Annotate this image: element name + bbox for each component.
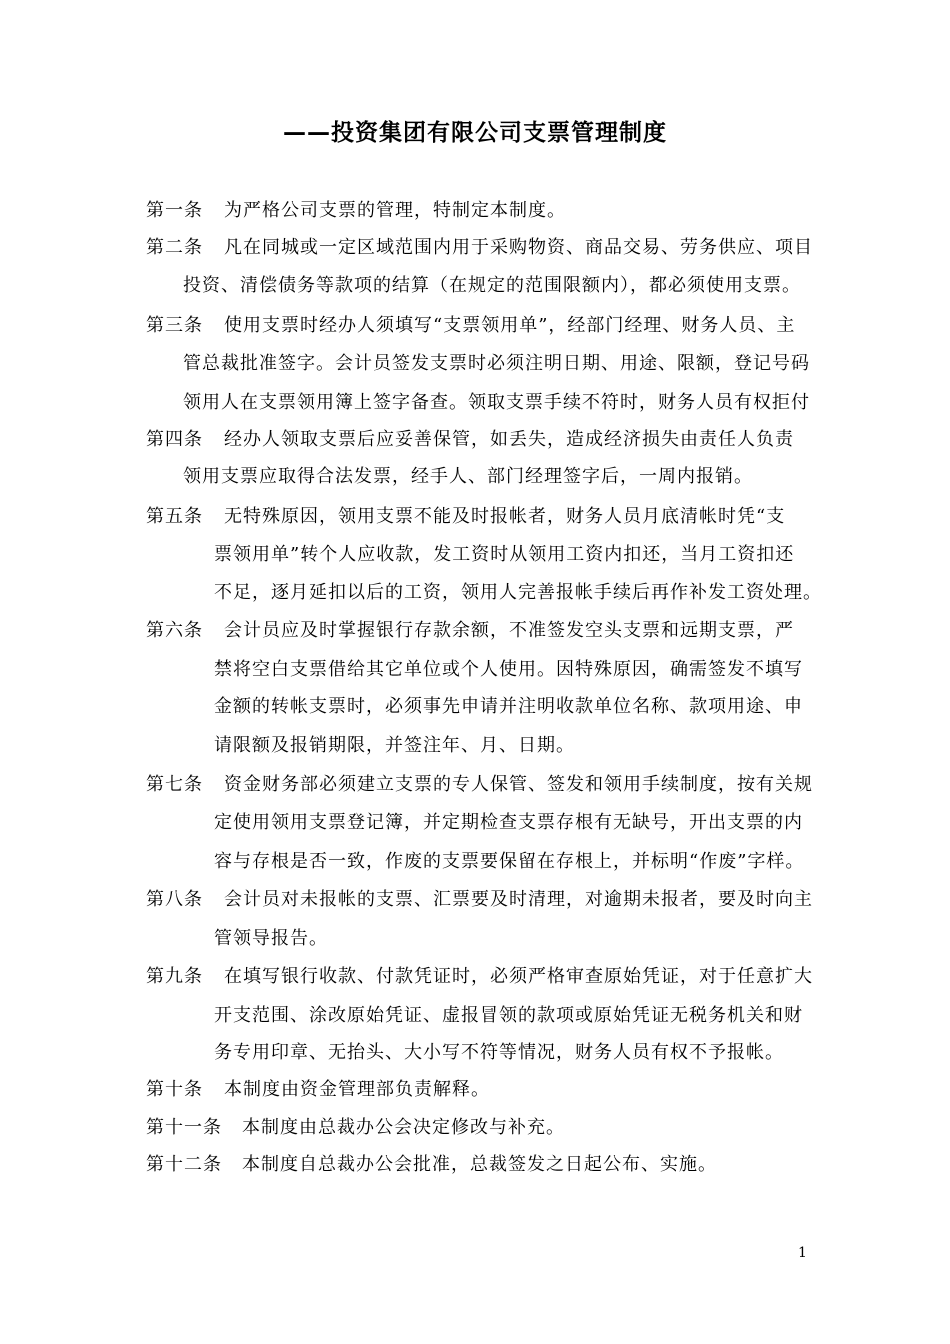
article-5-text: 无特殊原因，领用支票不能及时报帐者，财务人员月底清帐时凭“支: [224, 506, 786, 527]
article-12-label: 第十二条: [146, 1154, 222, 1175]
article-9-line-2: 开支范围、涂改原始凭证、虚报冒领的款项或原始凭证无税务机关和财: [214, 1005, 803, 1026]
article-8-label: 第八条: [146, 889, 203, 910]
article-9-label: 第九条: [146, 966, 203, 987]
article-2-line-2: 投资、清偿债务等款项的结算（在规定的范围限额内），都必须使用支票。: [183, 275, 801, 296]
article-9-line-1: [146, 962, 813, 988]
article-12-text: 本制度自总裁办公会批准，总裁签发之日起公布、实施。: [242, 1154, 717, 1175]
article-5-line-2: 票领用单”转个人应收款，发工资时从领用工资内扣还，当月工资扣还: [214, 544, 795, 565]
article-11-line-1: [146, 1113, 565, 1139]
article-10-label: 第十条: [146, 1079, 203, 1100]
article-12-line-1: [146, 1150, 717, 1176]
page-number: 1: [798, 1245, 807, 1261]
article-9-text: 在填写银行收款、付款凭证时，必须严格审查原始凭证，对于任意扩大: [224, 966, 813, 987]
article-3-text: 使用支票时经办人须填写“支票领用单”，经部门经理、财务人员、主: [224, 315, 796, 336]
article-3-line-3: 领用人在支票领用簿上签字备查。领取支票手续不符时，财务人员有权拒付: [183, 392, 810, 413]
article-6-line-2: 禁将空白支票借给其它单位或个人使用。因特殊原因，确需签发不填写: [214, 659, 803, 680]
article-1-label: 第一条: [146, 200, 203, 221]
article-3-line-1: [146, 311, 795, 337]
article-6-label: 第六条: [146, 620, 203, 641]
article-8-line-2: 管领导报告。: [214, 928, 328, 949]
article-3-label: 第三条: [146, 315, 203, 336]
article-6-line-4: 请限额及报销期限，并签注年、月、日期。: [214, 735, 575, 756]
article-4-line-1: [146, 425, 794, 451]
article-8-line-1: [146, 885, 813, 911]
article-9-line-3: 务专用印章、无抬头、大小写不符等情况，财务人员有权不予报帐。: [214, 1042, 784, 1063]
article-11-text: 本制度由总裁办公会决定修改与补充。: [242, 1117, 565, 1138]
article-4-text: 经办人领取支票后应妥善保管，如丢失，造成经济损失由责任人负责: [224, 429, 794, 450]
article-1-text: 为严格公司支票的管理，特制定本制度。: [224, 200, 566, 221]
article-3-line-2: 管总裁批准签字。会计员签发支票时必须注明日期、用途、限额，登记号码: [183, 353, 810, 374]
article-10-line-1: [146, 1075, 490, 1101]
article-4-label: 第四条: [146, 429, 203, 450]
article-4-line-2: 领用支票应取得合法发票，经手人、部门经理签字后，一周内报销。: [183, 466, 753, 487]
article-7-label: 第七条: [146, 774, 203, 795]
article-7-line-1: [146, 770, 813, 796]
article-1-line-1: [146, 196, 566, 222]
article-7-text: 资金财务部必须建立支票的专人保管、签发和领用手续制度，按有关规: [224, 774, 813, 795]
article-6-text: 会计员应及时掌握银行存款余额，不准签发空头支票和远期支票，严: [224, 620, 794, 641]
document-title: ——投资集团有限公司支票管理制度: [283, 120, 667, 146]
article-10-text: 本制度由资金管理部负责解释。: [224, 1079, 490, 1100]
article-5-line-3: 不足，逐月延扣以后的工资，领用人完善报帐手续后再作补发工资处理。: [214, 582, 822, 603]
article-11-label: 第十一条: [146, 1117, 222, 1138]
article-2-line-1: [146, 233, 813, 259]
article-7-line-3: 容与存根是否一致，作废的支票要保留在存根上，并标明“作废”字样。: [214, 851, 805, 872]
article-5-line-1: [146, 502, 785, 528]
article-7-line-2: 定使用领用支票登记簿，并定期检查支票存根有无缺号，开出支票的内: [214, 812, 803, 833]
article-8-text: 会计员对未报帐的支票、汇票要及时清理，对逾期未报者，要及时向主: [224, 889, 813, 910]
article-2-text: 凡在同城或一定区域范围内用于采购物资、商品交易、劳务供应、项目: [224, 237, 813, 258]
article-6-line-3: 金额的转帐支票时，必须事先申请并注明收款单位名称、款项用途、申: [214, 696, 803, 717]
article-5-label: 第五条: [146, 506, 203, 527]
article-6-line-1: [146, 616, 794, 642]
article-2-label: 第二条: [146, 237, 203, 258]
